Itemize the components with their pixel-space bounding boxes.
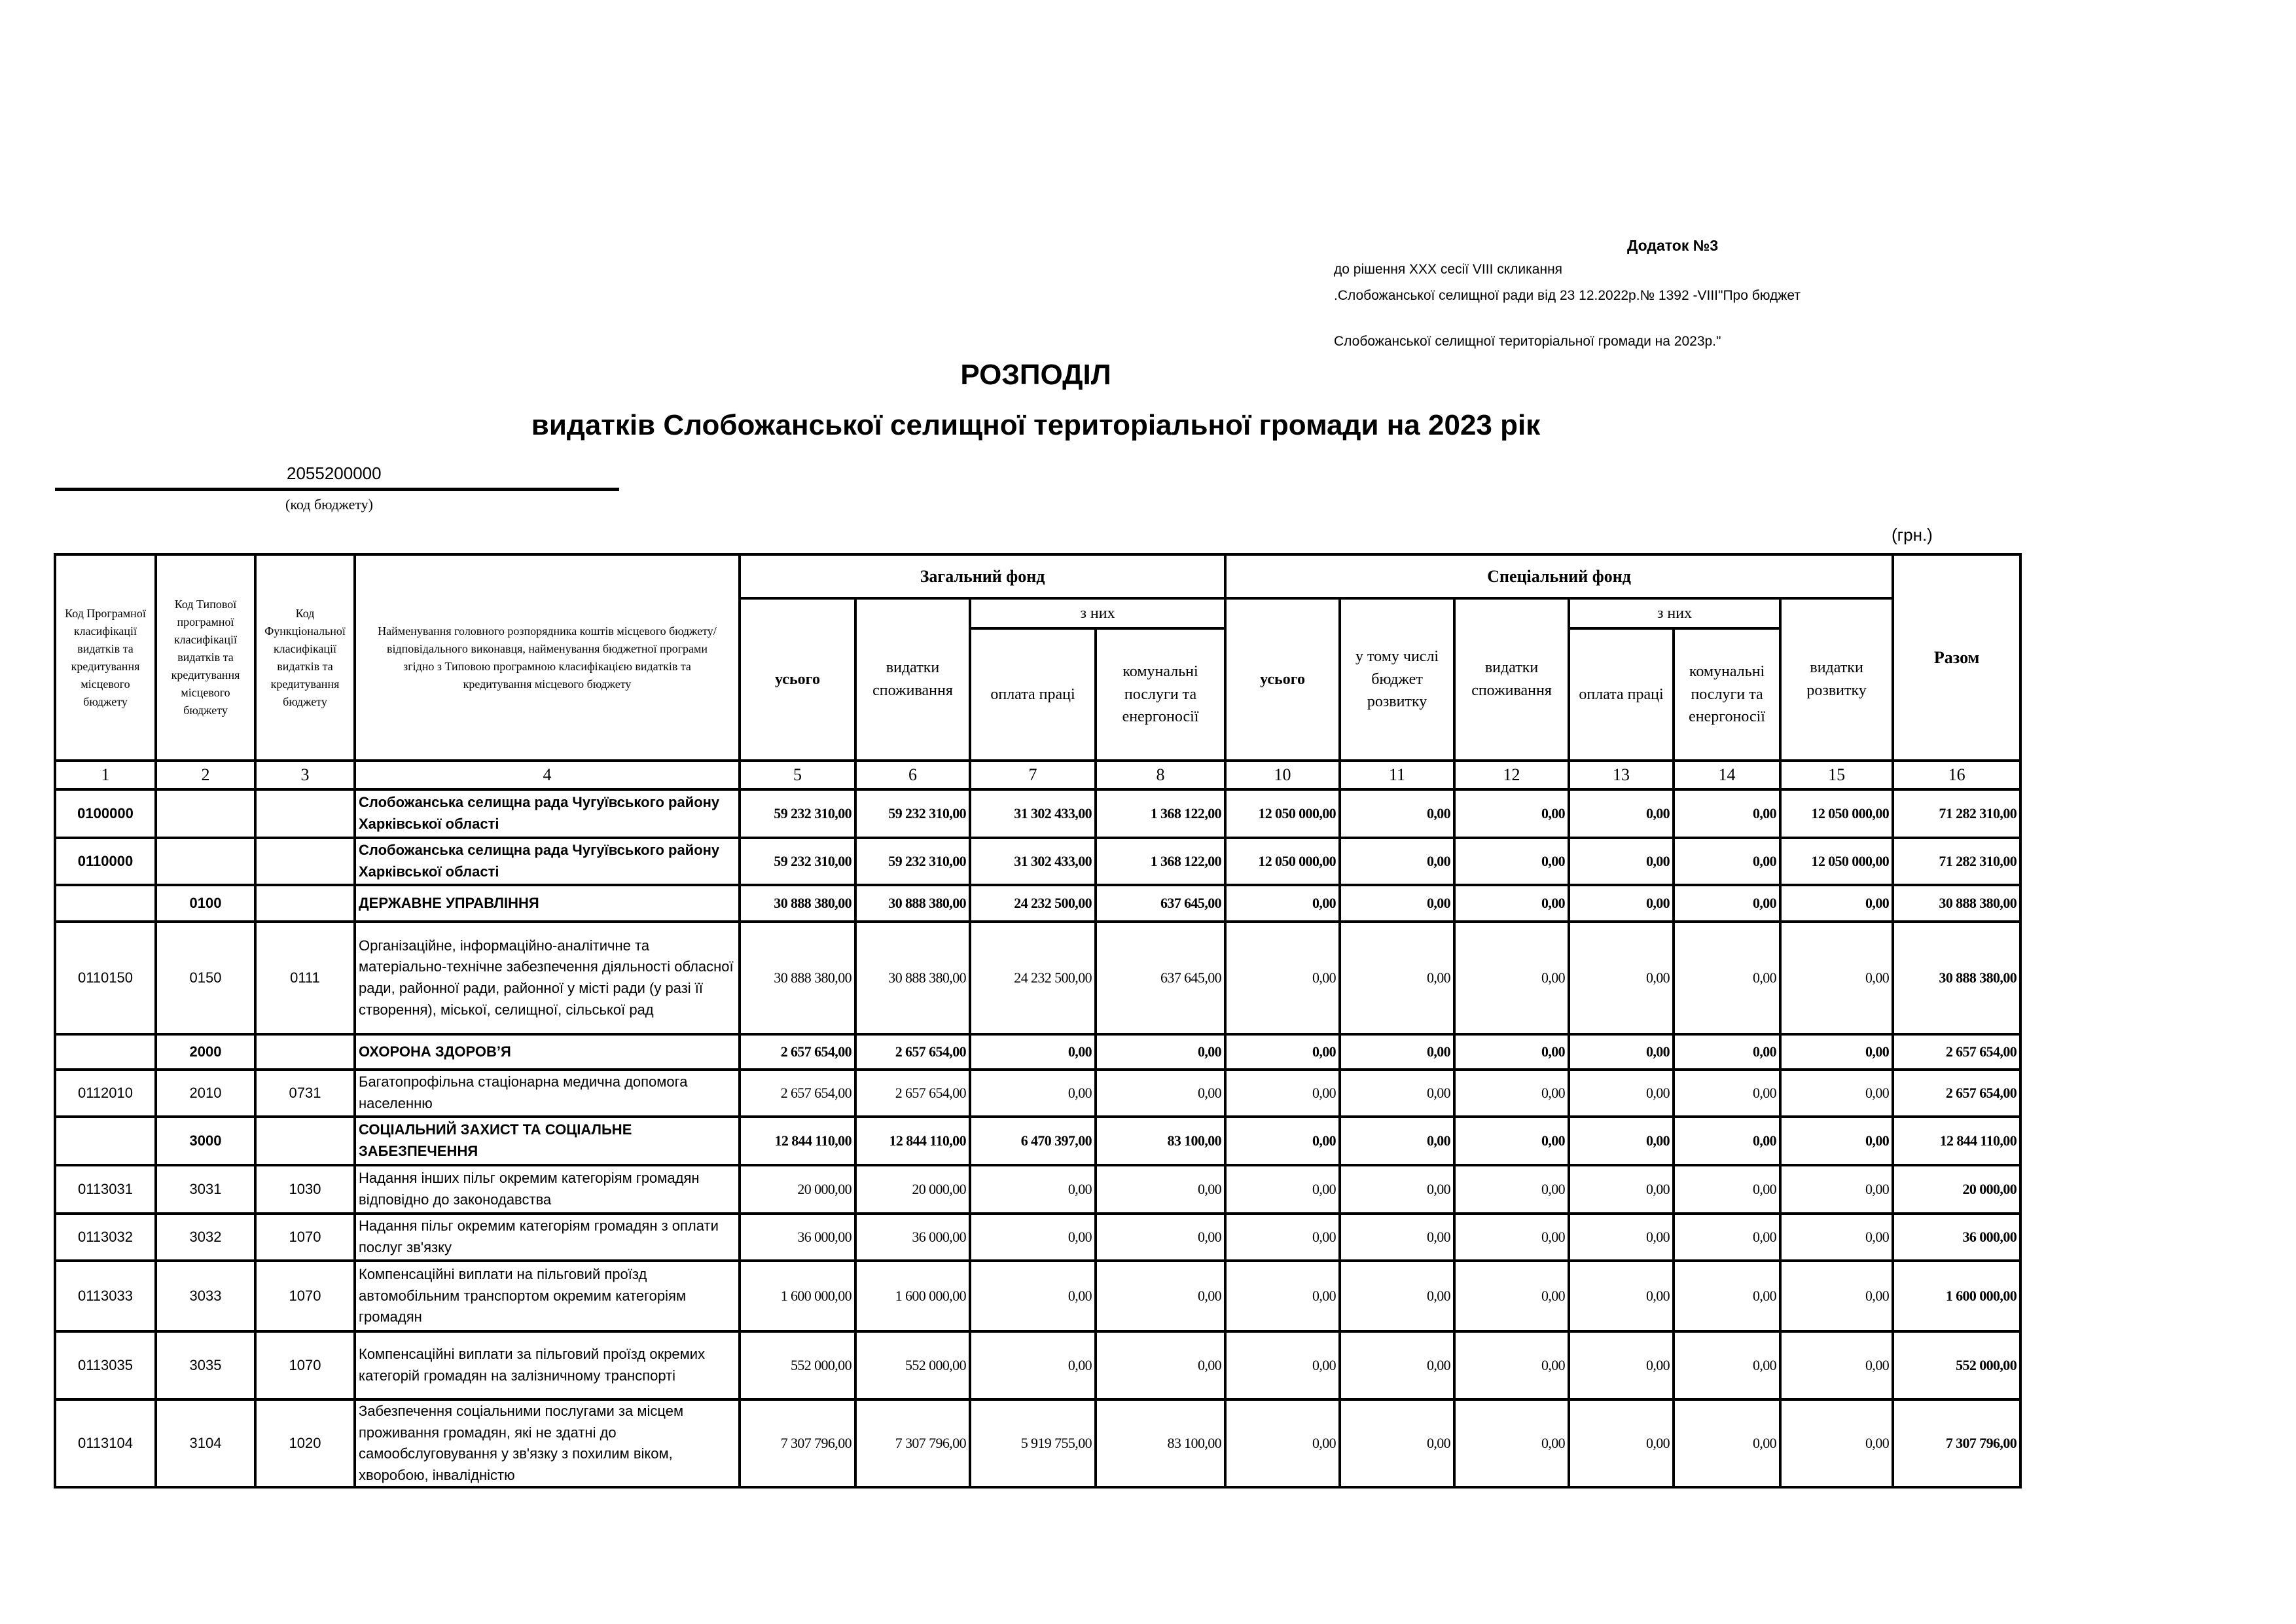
program-code: 0113035 xyxy=(55,1331,156,1399)
general-fund-utilities: 0,00 xyxy=(1096,1331,1225,1399)
general-fund-total: 12 844 110,00 xyxy=(740,1117,855,1165)
general-fund-total: 2 657 654,00 xyxy=(740,1034,855,1070)
general-fund-consumption: 2 657 654,00 xyxy=(855,1070,970,1117)
special-fund-development: 12 050 000,00 xyxy=(1780,789,1893,838)
table-row xyxy=(55,1214,2020,1261)
special-fund-utilities: 0,00 xyxy=(1674,1165,1780,1214)
special-fund-total: 0,00 xyxy=(1225,1261,1340,1331)
general-fund-wages: 31 302 433,00 xyxy=(970,789,1096,838)
special-fund-utilities: 0,00 xyxy=(1674,1034,1780,1070)
special-fund-dev-budget: 0,00 xyxy=(1340,1261,1454,1331)
general-fund-total: 30 888 380,00 xyxy=(740,885,855,922)
column-number: 4 xyxy=(355,761,740,789)
special-fund-dev-budget: 0,00 xyxy=(1340,1070,1454,1117)
column-numbers-row xyxy=(55,761,2020,789)
special-fund-total: 12 050 000,00 xyxy=(1225,838,1340,885)
special-fund-wages: 0,00 xyxy=(1569,1214,1674,1261)
typical-program-code: 0100 xyxy=(156,885,255,922)
special-fund-utilities: 0,00 xyxy=(1674,1214,1780,1261)
program-code: 0100000 xyxy=(55,789,156,838)
special-fund-development: 0,00 xyxy=(1780,885,1893,922)
table-row xyxy=(55,922,2020,1034)
functional-code: 0111 xyxy=(255,922,355,1034)
special-fund-consumption: 0,00 xyxy=(1454,922,1569,1034)
table-row xyxy=(55,1331,2020,1399)
special-fund-dev-budget: 0,00 xyxy=(1340,1034,1454,1070)
general-fund-wages: 0,00 xyxy=(970,1070,1096,1117)
special-fund-wages: 0,00 xyxy=(1569,1117,1674,1165)
program-code xyxy=(55,885,156,922)
header-sf-consumption: видатки споживання xyxy=(1454,598,1569,761)
program-code: 0110150 xyxy=(55,922,156,1034)
special-fund-dev-budget: 0,00 xyxy=(1340,1165,1454,1214)
column-number: 11 xyxy=(1340,761,1454,789)
header-gf-wages: оплата праці xyxy=(970,628,1096,761)
column-number: 8 xyxy=(1096,761,1225,789)
general-fund-total: 30 888 380,00 xyxy=(740,922,855,1034)
special-fund-utilities: 0,00 xyxy=(1674,1331,1780,1399)
table-row xyxy=(55,885,2020,922)
general-fund-consumption: 30 888 380,00 xyxy=(855,885,970,922)
header-gf-of-which: з них xyxy=(970,598,1225,628)
decision-line-2: .Слобожанської селищної ради від 23 12.2022р.№ 1392 -VIII"Про бюджет xyxy=(1334,288,1801,303)
table-row xyxy=(55,1034,2020,1070)
special-fund-total: 0,00 xyxy=(1225,1399,1340,1487)
header-typical-program-code: Код Типової програмної класифікації видатків та кредитування місцевого бюджету xyxy=(156,554,255,761)
program-code xyxy=(55,1117,156,1165)
row-total: 30 888 380,00 xyxy=(1893,885,2020,922)
special-fund-development: 0,00 xyxy=(1780,1034,1893,1070)
program-name: Надання інших пільг окремим категоріям громадян відповідно до законодавства xyxy=(355,1165,740,1214)
general-fund-utilities: 1 368 122,00 xyxy=(1096,838,1225,885)
special-fund-consumption: 0,00 xyxy=(1454,838,1569,885)
row-total: 7 307 796,00 xyxy=(1893,1399,2020,1487)
general-fund-utilities: 0,00 xyxy=(1096,1165,1225,1214)
typical-program-code xyxy=(156,838,255,885)
program-name: Забезпечення соціальними послугами за місцем проживання громадян, які не здатні до самообслуговування у зв'язку з похилим віком, хворобою, інвалідністю xyxy=(355,1399,740,1487)
functional-code: 1020 xyxy=(255,1399,355,1487)
general-fund-wages: 24 232 500,00 xyxy=(970,922,1096,1034)
table-row xyxy=(55,789,2020,838)
typical-program-code: 2010 xyxy=(156,1070,255,1117)
general-fund-consumption: 59 232 310,00 xyxy=(855,838,970,885)
header-gf-utilities: комунальні послуги та енергоносії xyxy=(1096,628,1225,761)
general-fund-consumption: 2 657 654,00 xyxy=(855,1034,970,1070)
special-fund-utilities: 0,00 xyxy=(1674,789,1780,838)
functional-code: 1070 xyxy=(255,1214,355,1261)
program-name: ОХОРОНА ЗДОРОВ’Я xyxy=(355,1034,740,1070)
special-fund-total: 0,00 xyxy=(1225,1214,1340,1261)
special-fund-consumption: 0,00 xyxy=(1454,1117,1569,1165)
header-sf-wages: оплата праці xyxy=(1569,628,1674,761)
general-fund-utilities: 0,00 xyxy=(1096,1214,1225,1261)
decision-line-3: Слобожанської селищної територіальної громади на 2023р." xyxy=(1334,334,1721,349)
typical-program-code: 3031 xyxy=(156,1165,255,1214)
general-fund-wages: 0,00 xyxy=(970,1261,1096,1331)
general-fund-total: 36 000,00 xyxy=(740,1214,855,1261)
program-name: Слобожанська селищна рада Чугуївського району Харківської області xyxy=(355,838,740,885)
special-fund-development: 0,00 xyxy=(1780,1399,1893,1487)
functional-code: 1070 xyxy=(255,1261,355,1331)
header-sf-development: видатки розвитку xyxy=(1780,598,1893,761)
functional-code: 0731 xyxy=(255,1070,355,1117)
typical-program-code: 3032 xyxy=(156,1214,255,1261)
special-fund-utilities: 0,00 xyxy=(1674,1070,1780,1117)
program-name: Надання пільг окремим категоріям громадян з оплати послуг зв'язку xyxy=(355,1214,740,1261)
column-number: 12 xyxy=(1454,761,1569,789)
special-fund-utilities: 0,00 xyxy=(1674,885,1780,922)
general-fund-utilities: 637 645,00 xyxy=(1096,922,1225,1034)
header-sf-of-which: з них xyxy=(1569,598,1780,628)
special-fund-dev-budget: 0,00 xyxy=(1340,1399,1454,1487)
general-fund-wages: 0,00 xyxy=(970,1214,1096,1261)
special-fund-wages: 0,00 xyxy=(1569,1399,1674,1487)
row-total: 71 282 310,00 xyxy=(1893,838,2020,885)
program-code: 0112010 xyxy=(55,1070,156,1117)
typical-program-code: 2000 xyxy=(156,1034,255,1070)
budget-code: 2055200000 xyxy=(287,463,382,483)
column-number: 5 xyxy=(740,761,855,789)
general-fund-consumption: 1 600 000,00 xyxy=(855,1261,970,1331)
special-fund-wages: 0,00 xyxy=(1569,885,1674,922)
functional-code xyxy=(255,789,355,838)
currency-unit: (грн.) xyxy=(1892,525,1933,545)
program-name: Компенсаційні виплати за пільговий проїзд окремих категорій громадян на залізничному транспорті xyxy=(355,1331,740,1399)
row-total: 2 657 654,00 xyxy=(1893,1070,2020,1117)
functional-code: 1070 xyxy=(255,1331,355,1399)
general-fund-utilities: 0,00 xyxy=(1096,1070,1225,1117)
functional-code xyxy=(255,1117,355,1165)
general-fund-utilities: 83 100,00 xyxy=(1096,1399,1225,1487)
program-code: 0113031 xyxy=(55,1165,156,1214)
special-fund-total: 0,00 xyxy=(1225,1331,1340,1399)
functional-code xyxy=(255,838,355,885)
column-number: 10 xyxy=(1225,761,1340,789)
special-fund-total: 0,00 xyxy=(1225,1070,1340,1117)
program-name: СОЦІАЛЬНИЙ ЗАХИСТ ТА СОЦІАЛЬНЕ ЗАБЕЗПЕЧЕННЯ xyxy=(355,1117,740,1165)
table-row xyxy=(55,1261,2020,1331)
special-fund-dev-budget: 0,00 xyxy=(1340,885,1454,922)
row-total: 552 000,00 xyxy=(1893,1331,2020,1399)
typical-program-code: 3033 xyxy=(156,1261,255,1331)
column-number: 14 xyxy=(1674,761,1780,789)
general-fund-consumption: 36 000,00 xyxy=(855,1214,970,1261)
header-gf-total: усього xyxy=(740,598,855,761)
header-general-fund: Загальний фонд xyxy=(740,554,1225,598)
special-fund-total: 0,00 xyxy=(1225,1117,1340,1165)
special-fund-consumption: 0,00 xyxy=(1454,1034,1569,1070)
general-fund-total: 59 232 310,00 xyxy=(740,789,855,838)
special-fund-development: 0,00 xyxy=(1780,1070,1893,1117)
special-fund-development: 0,00 xyxy=(1780,1331,1893,1399)
special-fund-development: 0,00 xyxy=(1780,1165,1893,1214)
column-number: 15 xyxy=(1780,761,1893,789)
functional-code: 1030 xyxy=(255,1165,355,1214)
special-fund-development: 0,00 xyxy=(1780,1214,1893,1261)
special-fund-wages: 0,00 xyxy=(1569,1165,1674,1214)
general-fund-total: 20 000,00 xyxy=(740,1165,855,1214)
column-number: 16 xyxy=(1893,761,2020,789)
program-code: 0113033 xyxy=(55,1261,156,1331)
special-fund-dev-budget: 0,00 xyxy=(1340,1214,1454,1261)
row-total: 12 844 110,00 xyxy=(1893,1117,2020,1165)
special-fund-development: 0,00 xyxy=(1780,1261,1893,1331)
special-fund-dev-budget: 0,00 xyxy=(1340,789,1454,838)
special-fund-total: 0,00 xyxy=(1225,1034,1340,1070)
row-total: 20 000,00 xyxy=(1893,1165,2020,1214)
special-fund-dev-budget: 0,00 xyxy=(1340,1331,1454,1399)
general-fund-wages: 24 232 500,00 xyxy=(970,885,1096,922)
special-fund-development: 12 050 000,00 xyxy=(1780,838,1893,885)
program-name: Компенсаційні виплати на пільговий проїзд автомобільним транспортом окремим категоріям громадян xyxy=(355,1261,740,1331)
functional-code xyxy=(255,1034,355,1070)
header-sf-total: усього xyxy=(1225,598,1340,761)
general-fund-wages: 0,00 xyxy=(970,1034,1096,1070)
special-fund-utilities: 0,00 xyxy=(1674,922,1780,1034)
special-fund-utilities: 0,00 xyxy=(1674,1117,1780,1165)
header-name: Найменування головного розпорядника коштів місцевого бюджету/ відповідального виконавця, найменування бюджетної програми згідно з Типовою програмною класифікацією видатків та кредитування місцевого бюджету xyxy=(355,554,740,761)
program-name: Слобожанська селищна рада Чугуївського району Харківської області xyxy=(355,789,740,838)
special-fund-development: 0,00 xyxy=(1780,1117,1893,1165)
page-title: РОЗПОДІЛ xyxy=(960,359,1111,391)
general-fund-utilities: 83 100,00 xyxy=(1096,1117,1225,1165)
header-total: Разом xyxy=(1893,554,2020,761)
general-fund-wages: 31 302 433,00 xyxy=(970,838,1096,885)
general-fund-consumption: 20 000,00 xyxy=(855,1165,970,1214)
general-fund-total: 59 232 310,00 xyxy=(740,838,855,885)
table-row xyxy=(55,1399,2020,1487)
program-name: Організаційне, інформаційно-аналітичне та матеріально-технічне забезпечення діяльності обласної ради, районної ради, районної у місті ради (у разі її створення), міської, селищної, сільської рад xyxy=(355,922,740,1034)
special-fund-total: 12 050 000,00 xyxy=(1225,789,1340,838)
program-code: 0110000 xyxy=(55,838,156,885)
functional-code xyxy=(255,885,355,922)
special-fund-consumption: 0,00 xyxy=(1454,885,1569,922)
general-fund-utilities: 0,00 xyxy=(1096,1261,1225,1331)
special-fund-utilities: 0,00 xyxy=(1674,1261,1780,1331)
special-fund-wages: 0,00 xyxy=(1569,838,1674,885)
column-number: 2 xyxy=(156,761,255,789)
column-number: 13 xyxy=(1569,761,1674,789)
general-fund-wages: 6 470 397,00 xyxy=(970,1117,1096,1165)
general-fund-utilities: 637 645,00 xyxy=(1096,885,1225,922)
special-fund-wages: 0,00 xyxy=(1569,1331,1674,1399)
general-fund-utilities: 1 368 122,00 xyxy=(1096,789,1225,838)
budget-code-underline xyxy=(55,488,619,491)
special-fund-development: 0,00 xyxy=(1780,922,1893,1034)
general-fund-total: 1 600 000,00 xyxy=(740,1261,855,1331)
row-total: 30 888 380,00 xyxy=(1893,922,2020,1034)
column-number: 7 xyxy=(970,761,1096,789)
special-fund-consumption: 0,00 xyxy=(1454,1261,1569,1331)
program-code xyxy=(55,1034,156,1070)
table-row xyxy=(55,838,2020,885)
table-row xyxy=(55,1117,2020,1165)
appendix-label: Додаток №3 xyxy=(1627,237,1719,254)
general-fund-consumption: 7 307 796,00 xyxy=(855,1399,970,1487)
header-gf-consumption: видатки споживання xyxy=(855,598,970,761)
program-code: 0113032 xyxy=(55,1214,156,1261)
general-fund-consumption: 552 000,00 xyxy=(855,1331,970,1399)
general-fund-total: 7 307 796,00 xyxy=(740,1399,855,1487)
table-row xyxy=(55,1165,2020,1214)
page-subtitle: видатків Слобожанської селищної територіальної громади на 2023 рік xyxy=(531,409,1541,441)
program-name: ДЕРЖАВНЕ УПРАВЛІННЯ xyxy=(355,885,740,922)
general-fund-consumption: 30 888 380,00 xyxy=(855,922,970,1034)
header-special-fund: Спеціальний фонд xyxy=(1225,554,1893,598)
general-fund-consumption: 59 232 310,00 xyxy=(855,789,970,838)
header-functional-code: Код Функціональної класифікації видатків та кредитування бюджету xyxy=(255,554,355,761)
column-number: 3 xyxy=(255,761,355,789)
general-fund-consumption: 12 844 110,00 xyxy=(855,1117,970,1165)
typical-program-code: 3000 xyxy=(156,1117,255,1165)
special-fund-wages: 0,00 xyxy=(1569,1261,1674,1331)
special-fund-consumption: 0,00 xyxy=(1454,1399,1569,1487)
header-program-code: Код Програмної класифікації видатків та кредитування місцевого бюджету xyxy=(55,554,156,761)
typical-program-code: 3104 xyxy=(156,1399,255,1487)
program-name: Багатопрофільна стаціонарна медична допомога населенню xyxy=(355,1070,740,1117)
special-fund-wages: 0,00 xyxy=(1569,1034,1674,1070)
budget-code-caption: (код бюджету) xyxy=(285,496,373,513)
special-fund-consumption: 0,00 xyxy=(1454,789,1569,838)
header-sf-dev-budget: у тому числі бюджет розвитку xyxy=(1340,598,1454,761)
special-fund-total: 0,00 xyxy=(1225,922,1340,1034)
special-fund-consumption: 0,00 xyxy=(1454,1165,1569,1214)
general-fund-total: 2 657 654,00 xyxy=(740,1070,855,1117)
special-fund-consumption: 0,00 xyxy=(1454,1331,1569,1399)
decision-line-1: до рішення XXX сесії VIII скликання xyxy=(1334,262,1563,277)
row-total: 71 282 310,00 xyxy=(1893,789,2020,838)
general-fund-utilities: 0,00 xyxy=(1096,1034,1225,1070)
special-fund-total: 0,00 xyxy=(1225,1165,1340,1214)
special-fund-consumption: 0,00 xyxy=(1454,1214,1569,1261)
general-fund-total: 552 000,00 xyxy=(740,1331,855,1399)
budget-distribution-table xyxy=(54,553,2022,1489)
typical-program-code: 3035 xyxy=(156,1331,255,1399)
general-fund-wages: 5 919 755,00 xyxy=(970,1399,1096,1487)
special-fund-utilities: 0,00 xyxy=(1674,838,1780,885)
special-fund-wages: 0,00 xyxy=(1569,1070,1674,1117)
special-fund-wages: 0,00 xyxy=(1569,922,1674,1034)
special-fund-dev-budget: 0,00 xyxy=(1340,838,1454,885)
column-number: 6 xyxy=(855,761,970,789)
special-fund-utilities: 0,00 xyxy=(1674,1399,1780,1487)
header-sf-utilities: комунальні послуги та енергоносії xyxy=(1674,628,1780,761)
general-fund-wages: 0,00 xyxy=(970,1331,1096,1399)
special-fund-dev-budget: 0,00 xyxy=(1340,1117,1454,1165)
special-fund-total: 0,00 xyxy=(1225,885,1340,922)
typical-program-code xyxy=(156,789,255,838)
special-fund-wages: 0,00 xyxy=(1569,789,1674,838)
special-fund-dev-budget: 0,00 xyxy=(1340,922,1454,1034)
typical-program-code: 0150 xyxy=(156,922,255,1034)
row-total: 1 600 000,00 xyxy=(1893,1261,2020,1331)
table-row xyxy=(55,1070,2020,1117)
general-fund-wages: 0,00 xyxy=(970,1165,1096,1214)
program-code: 0113104 xyxy=(55,1399,156,1487)
special-fund-consumption: 0,00 xyxy=(1454,1070,1569,1117)
row-total: 36 000,00 xyxy=(1893,1214,2020,1261)
row-total: 2 657 654,00 xyxy=(1893,1034,2020,1070)
column-number: 1 xyxy=(55,761,156,789)
